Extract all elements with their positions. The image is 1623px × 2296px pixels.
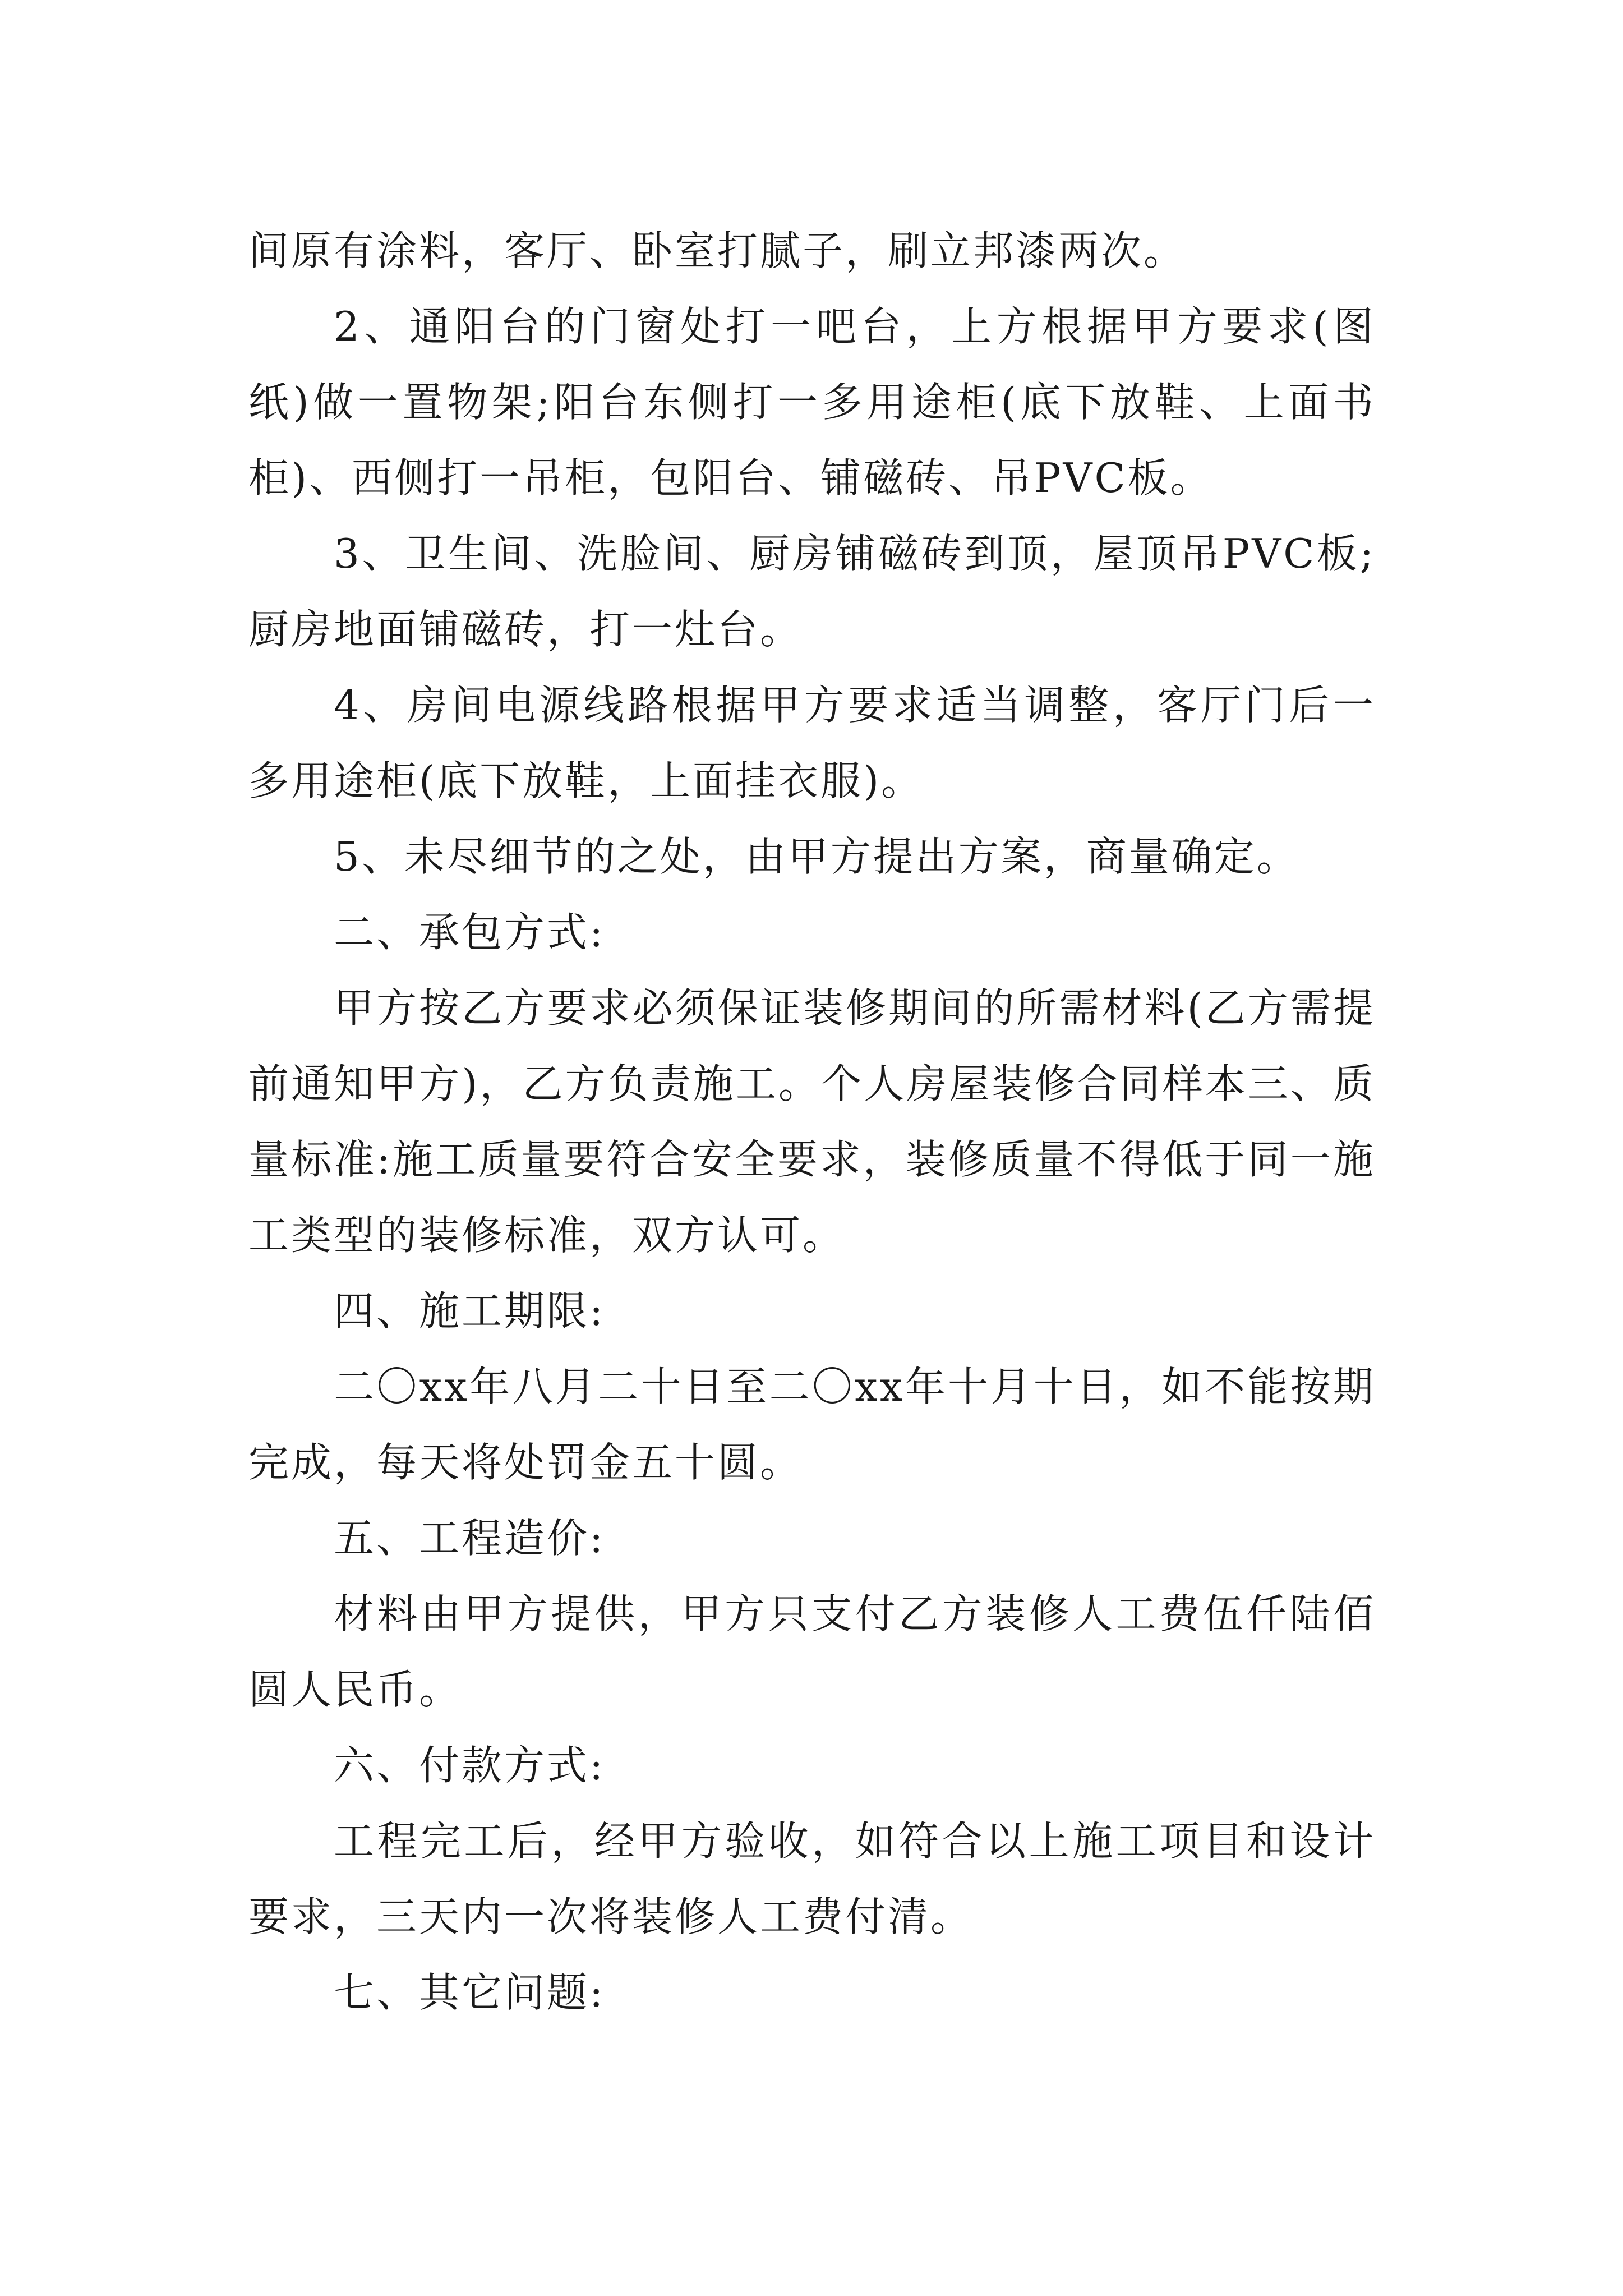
contract-body-text: [248, 213, 1376, 2031]
paragraph-project-cost: 材料由甲方提供，甲方只支付乙方装修人工费伍仟陆佰圆人民币。: [248, 1590, 1376, 1713]
section-heading-other-issues: 七、其它问题:: [334, 1969, 606, 2016]
paragraph-item-3-bathroom-kitchen: 3、卫生间、洗脸间、厨房铺磁砖到顶，屋顶吊PVC板;厨房地面铺磁砖，打一灶台。: [248, 530, 1376, 653]
paragraph-construction-period: 二〇xx年八月二十日至二〇xx年十月十日，如不能按期完成，每天将处罚金五十圆。: [248, 1363, 1376, 1486]
section-heading-contract-method: 二、承包方式:: [334, 909, 606, 956]
section-heading-project-cost: 五、工程造价:: [334, 1515, 606, 1562]
section-heading-construction-period: 四、施工期限:: [334, 1287, 606, 1335]
paragraph-painting-continuation: 间原有涂料，客厅、卧室打腻子，刷立邦漆两次。: [248, 227, 1187, 274]
paragraph-contract-method: 甲方按乙方要求必须保证装修期间的所需材料(乙方需提前通知甲方)，乙方负责施工。个人房屋装修合同样本三、质量标准:施工质量要符合安全要求，装修质量不得低于同一施工类型的装修标准，双方认可。: [248, 984, 1376, 1259]
paragraph-item-5-details: 5、未尽细节的之处，由甲方提出方案，商量确定。: [334, 833, 1299, 880]
section-heading-payment-method: 六、付款方式:: [334, 1742, 606, 1789]
paragraph-item-2-balcony: 2、通阳台的门窗处打一吧台，上方根据甲方要求(图纸)做一置物架;阳台东侧打一多用途柜(底下放鞋、上面书柜)、西侧打一吊柜，包阳台、铺磁砖、吊PVC板。: [248, 303, 1376, 501]
paragraph-item-4-electrical: 4、房间电源线路根据甲方要求适当调整，客厅门后一多用途柜(底下放鞋，上面挂衣服)。: [248, 682, 1376, 804]
paragraph-payment-method: 工程完工后，经甲方验收，如符合以上施工项目和设计要求，三天内一次将装修人工费付清。: [248, 1818, 1376, 1940]
